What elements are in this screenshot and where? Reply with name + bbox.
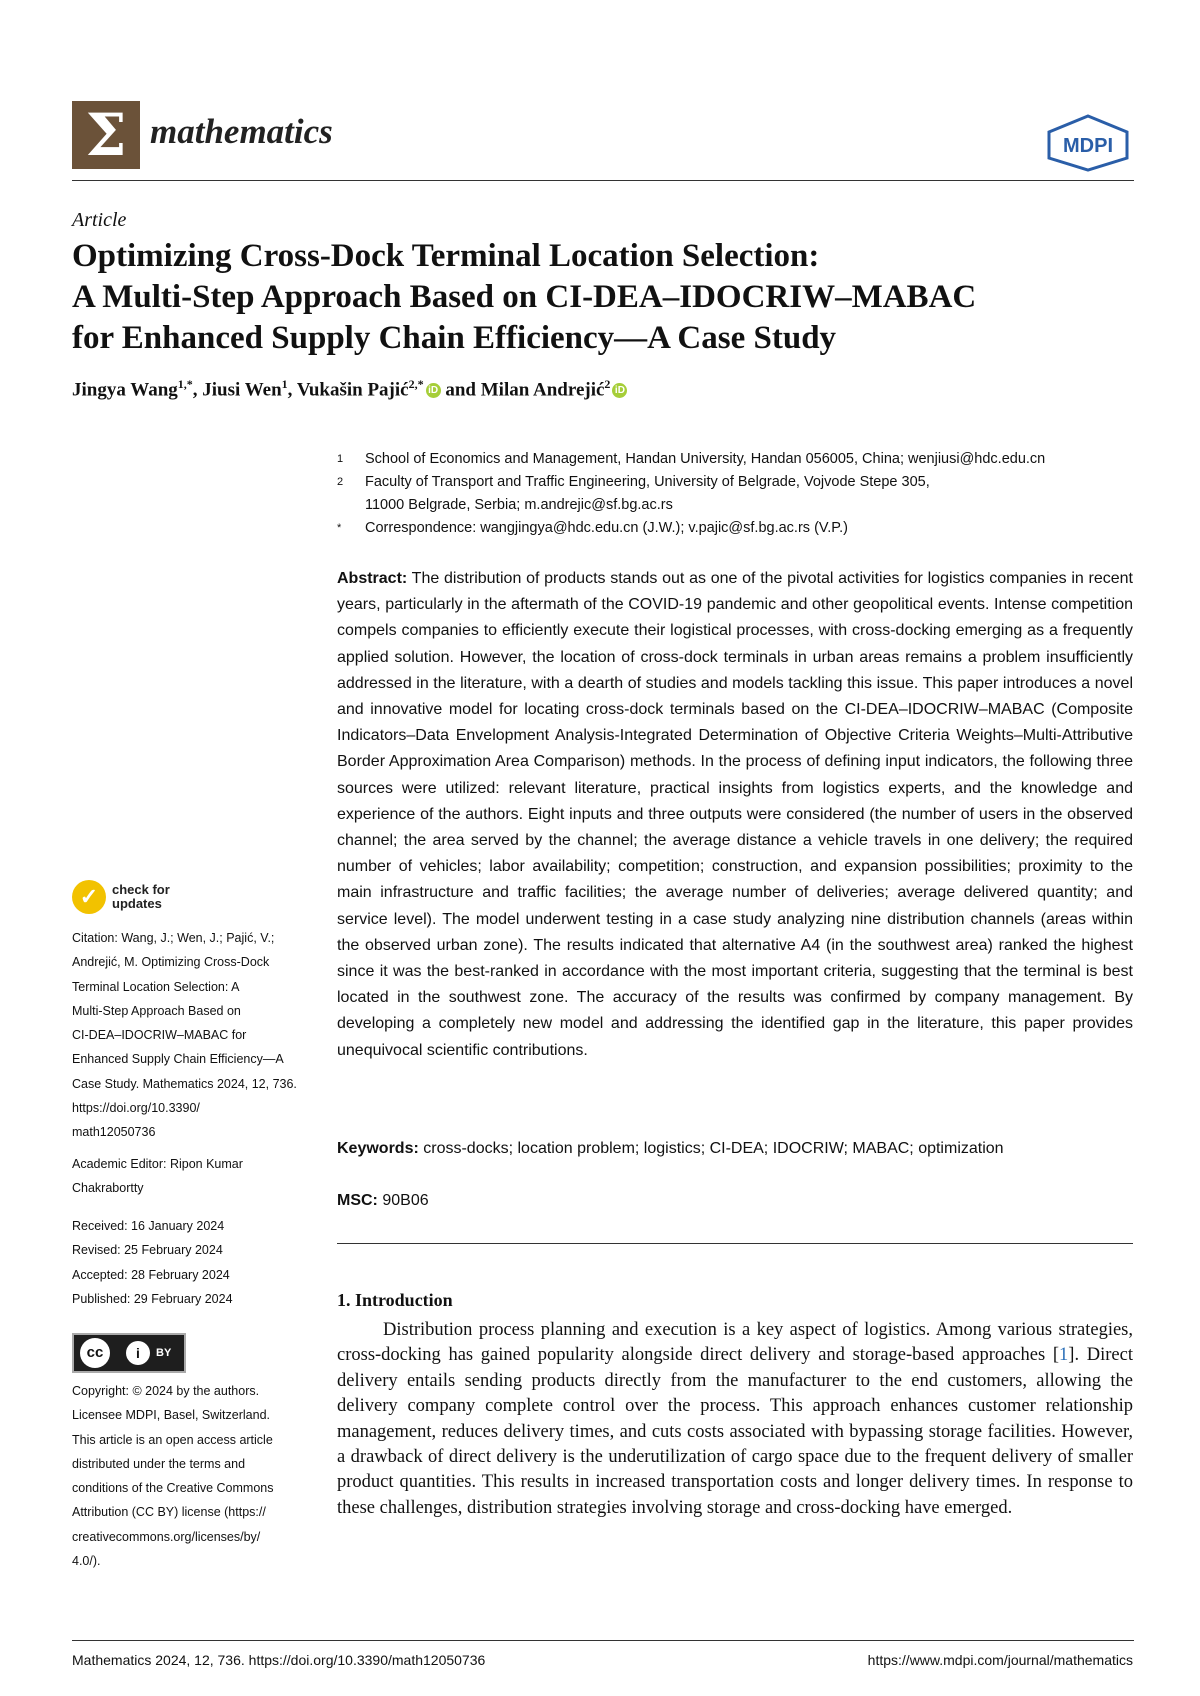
title-line: for Enhanced Supply Chain Efficiency—A Case Study (72, 320, 837, 356)
check-updates-line: check for (112, 882, 170, 897)
affiliations (337, 448, 1137, 540)
journal-logo (72, 101, 140, 169)
copyright-line: Copyright: © 2024 by the authors. (72, 1384, 260, 1398)
affiliation-line: Faculty of Transport and Traffic Engineering, University of Belgrade, Vojvode Stepe 305, (365, 474, 930, 490)
editor-line: Academic Editor: Ripon Kumar (72, 1157, 243, 1171)
doi-link[interactable]: math12050736 (72, 1125, 156, 1140)
person-icon: i (126, 1341, 150, 1365)
author-separator: , (287, 379, 297, 401)
citation-line: Terminal Location Selection: A (72, 979, 240, 994)
affiliation-text (365, 471, 1137, 517)
msc-text: 90B06 (382, 1192, 429, 1209)
abstract-text: The distribution of products stands out as one of the pivotal activities for logistics companies in recent years, particularly in the aftermath of the COVID-19 pandemic and other geopolitical events. Intense competition compels companies to efficiently execute their logistical processes, with cross-docking emerging as a frequently applied solution. However, the location of cross-dock terminals in urban areas remains a problem insufficiently addressed in the literature, with a dearth of studies and models tackling this issue. This paper introduces a novel and innovative model for locating cross-dock terminals based on the CI-DEA–IDOCRIW–MABAC (Composite Indicators–Data Envelopment Analysis-Integrated Determination of Objective Criteria Weights–Multi-Attributive Border Approximation Area Comparison) methods. In the process of defining input indicators, the following three sources were utilized: relevant literature, practical insights from logistics experts, and the knowledge and experience of the authors. Eight inputs and three outputs were considered (the number of users in the observed channel; the area served by the channel; the average distance a vehicle travels in one delivery; the required number of vehicles; labor availability; competition; construction, and expansion possibilities; proximity to the main infrastructure and traffic facilities; the average number of deliveries; average delivered quantity; and service level). The model underwent testing in a case study analyzing nine distribution channels (areas within the observed urban zone). The results indicated that alternative A4 (in the southwest area) ranked the highest since it was the best-ranked in accordance with the most important criteria, suggesting that the terminal is best located in the southwest zone. The accuracy of the results was confirmed by company management. By developing a completely new model and addressing the identified gap in the literature, this paper provides unequivocal scientific contributions. (337, 570, 1133, 1059)
intro-text: ]. Direct delivery entails sending products directly from the manufacturer to the end customers, allowing the delivery company complete control over the process. This approach enhances customer relationship management, reduces delivery times, and cuts costs associated with bypassing storage facilities. However, a drawback of direct delivery is the underutilization of cargo space due to the frequent delivery of smaller product quantities. This results in increased transportation costs and longer delivery times. In response to these challenges, distribution strategies involving storage and cross-docking have emerged. (337, 1345, 1133, 1518)
author-affiliation-mark: 2 (604, 377, 611, 391)
date-revised: Revised: 25 February 2024 (72, 1243, 223, 1258)
author-affiliation-mark: 1 (281, 377, 288, 391)
academic-editor (72, 1152, 312, 1201)
citation-line: Case Study. Mathematics 2024, 12, 736. (72, 1076, 297, 1091)
citation-block (72, 926, 312, 1145)
affiliation-mark: * (337, 522, 342, 534)
date-received: Received: 16 January 2024 (72, 1219, 225, 1233)
check-updates-line: updates (112, 896, 162, 911)
keywords-text: cross-docks; location problem; logistics; CI-DEA; IDOCRIW; MABAC; optimization (423, 1140, 1004, 1157)
by-label: BY (156, 1347, 172, 1359)
license-link[interactable]: creativecommons.org/licenses/by/ (72, 1529, 261, 1544)
keywords (337, 1140, 1133, 1158)
msc-label: MSC: (337, 1192, 378, 1209)
citation-line: Multi-Step Approach Based on (72, 1003, 241, 1018)
paper-title (72, 236, 1152, 359)
msc (337, 1192, 429, 1210)
doi-link[interactable]: https://doi.org/10.3390/ (72, 1101, 200, 1116)
author-affiliation-mark: 1,* (177, 377, 193, 391)
orcid-icon[interactable]: iD (426, 383, 441, 398)
citation-line: Enhanced Supply Chain Efficiency—A (72, 1052, 284, 1067)
introduction-paragraph (337, 1318, 1133, 1521)
date-accepted: Accepted: 28 February 2024 (72, 1267, 230, 1282)
affiliation (337, 448, 1137, 471)
author-name[interactable]: Vukašin Pajić (296, 379, 409, 401)
abstract (337, 566, 1133, 1064)
citation-line: Citation: Wang, J.; Wen, J.; Pajić, V.; (72, 931, 275, 945)
author-affiliation-mark: 2,* (408, 377, 424, 391)
citation-link[interactable]: 1 (1059, 1345, 1069, 1366)
section-heading: 1. Introduction (337, 1290, 453, 1310)
copyright-line: Attribution (CC BY) license (https:// (72, 1505, 266, 1520)
author-name[interactable]: Jingya Wang (72, 379, 178, 401)
journal-name: mathematics (150, 112, 333, 151)
mdpi-logo-text: MDPI (1063, 135, 1113, 157)
copyright-line: 4.0/). (72, 1554, 101, 1569)
publication-dates (72, 1214, 312, 1311)
author-list (72, 377, 627, 401)
intro-text: Distribution process planning and execution is a key aspect of logistics. Among various strategies, cross-docking has gained popularity alongside direct delivery and storage-based approaches [ (337, 1320, 1133, 1366)
check-for-updates-button[interactable] (72, 878, 242, 916)
footer-journal-url[interactable]: https://www.mdpi.com/journal/mathematics (867, 1652, 1133, 1668)
article-type: Article (72, 209, 127, 231)
copyright-line: This article is an open access article (72, 1432, 273, 1447)
checkmark-icon: ✓ (72, 880, 106, 914)
copyright-line: Licensee MDPI, Basel, Switzerland. (72, 1408, 271, 1423)
footer-divider (72, 1640, 1134, 1641)
cc-icon: cc (80, 1338, 110, 1368)
cc-by-license-badge[interactable] (72, 1333, 186, 1373)
copyright-notice (72, 1379, 312, 1573)
author-name[interactable]: Jiusi Wen (202, 379, 282, 401)
correspondence-text: Correspondence: wangjingya@hdc.edu.cn (J.W.); v.pajic@sf.bg.ac.rs (V.P.) (365, 520, 848, 536)
copyright-line: conditions of the Creative Commons (72, 1481, 274, 1496)
section-divider (337, 1243, 1133, 1244)
header-divider (72, 180, 1134, 181)
affiliation (337, 517, 1137, 540)
affiliation-mark: 2 (337, 476, 344, 488)
mdpi-logo (1045, 114, 1131, 172)
affiliation-line: 11000 Belgrade, Serbia; m.andrejic@sf.bg.ac.rs (365, 497, 673, 513)
author-separator: and (440, 379, 481, 401)
footer-citation[interactable]: Mathematics 2024, 12, 736. https://doi.org/10.3390/math12050736 (72, 1652, 486, 1668)
sigma-icon: Σ (85, 101, 127, 169)
keywords-label: Keywords: (337, 1140, 419, 1157)
check-updates-label (112, 883, 170, 911)
author-name[interactable]: Milan Andrejić (480, 379, 605, 401)
affiliation (337, 471, 1137, 517)
copyright-line: distributed under the terms and (72, 1456, 246, 1471)
citation-line: Andrejić, M. Optimizing Cross-Dock (72, 955, 270, 970)
orcid-icon[interactable]: iD (612, 383, 627, 398)
abstract-label: Abstract: (337, 570, 408, 587)
affiliation-text: School of Economics and Management, Handan University, Handan 056005, China; wenjiusi@hdc.edu.cn (365, 451, 1046, 467)
date-published: Published: 29 February 2024 (72, 1291, 233, 1306)
affiliation-mark: 1 (337, 453, 344, 465)
title-line: A Multi-Step Approach Based on CI-DEA–IDOCRIW–MABAC (72, 279, 977, 315)
author-separator: , (192, 379, 203, 401)
editor-line: Chakrabortty (72, 1181, 144, 1196)
citation-line: CI-DEA–IDOCRIW–MABAC for (72, 1028, 247, 1043)
title-line: Optimizing Cross-Dock Terminal Location Selection: (72, 238, 820, 274)
